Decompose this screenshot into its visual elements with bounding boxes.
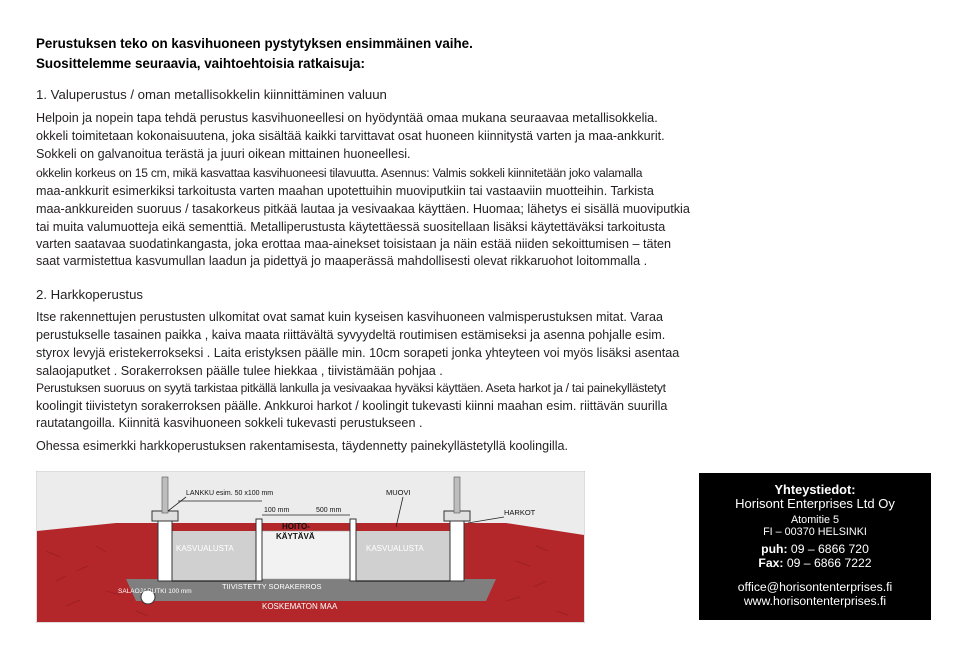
foundation-diagram-svg	[36, 471, 585, 623]
label-harkot: HARKOT	[504, 508, 536, 517]
section1-line: maa-ankkurit esimerkiksi tarkoitusta varten maahan upotettuihin muoviputkiin tai vastaaviin muotteihin. Tarkista	[36, 184, 654, 198]
phone-line	[699, 542, 931, 556]
label-kasvualusta-right: KASVUALUSTA	[366, 544, 424, 553]
section2-line: koolingit tiivistetyn sorakerroksen päälle. Ankkuroi harkot / koolingit tukevasti kiinni maahan esim. riittävän suurilla	[36, 399, 668, 413]
fax-number: 09 – 6866 7222	[783, 555, 872, 570]
greenhouse-post-right	[454, 477, 460, 513]
phone-number: 09 – 6866 720	[787, 541, 869, 556]
website-link[interactable]: www.horisontenterprises.fi	[743, 594, 887, 609]
address-city: FI – 00370 HELSINKI	[763, 526, 867, 539]
label-500mm: 500 mm	[316, 507, 342, 514]
section2-title: 2. Harkkoperustus	[36, 287, 144, 302]
block-right	[450, 519, 464, 581]
section1-line: tai muita valumuotteja eikä sementtiä. Metalliperustusta käytettäessä suositellaan lisäksi käytettäväksi tarkoitusta	[36, 220, 666, 234]
fax-label: Fax:	[758, 555, 784, 570]
label-hoito-2: KÄYTÄVÄ	[276, 532, 315, 541]
contact-box	[699, 473, 931, 620]
section2-line: Ohessa esimerkki harkkoperustuksen rakentamisesta, täydennetty painekyllästetyllä koolingilla.	[36, 439, 568, 453]
label-salaojaputki: SALAOJAPUTKI 100 mm	[118, 588, 192, 595]
section2-line: Perustuksen suoruus on syytä tarkistaa pitkällä lankulla ja vesivaakaa hyväksi käyttäen. Aseta harkot ja / tai painekyllästetyt	[36, 381, 666, 395]
phone-label: puh:	[761, 541, 788, 556]
label-100mm: 100 mm	[264, 507, 290, 514]
section1-line: okkeli toimitetaan kokonaisuutena, joka sisältää kaikki tarvittavat osat huoneen kiinnitystä varten ja maa-ankkurit.	[36, 129, 665, 143]
section1-line: saat varmistettua kasvumullan laadun ja pidettyä jo maaperässä mahdollisesti olevat rikkaruohot loitommalla .	[36, 254, 648, 268]
section1-line: Helpoin ja nopein tapa tehdä perustus kasvihuoneellesi on hyödyntää omaa mukana seuraavaa metallisokkelia.	[36, 111, 658, 125]
kerb-right	[350, 519, 356, 581]
intro-line-1: Perustuksen teko on kasvihuoneen pystytyksen ensimmäinen vaihe.	[36, 36, 473, 51]
intro-line-2: Suosittelemme seuraavia, vaihtoehtoisia ratkaisuja:	[36, 56, 365, 71]
block-left	[158, 519, 172, 581]
greenhouse-post-left	[162, 477, 168, 513]
kerb-left	[256, 519, 262, 581]
section2-line: Itse rakennettujen perustusten ulkomitat ovat samat kuin kyseisen kasvihuoneen valmisperustuksen mitat. Varaa	[36, 310, 663, 324]
section2-line: salaojaputket . Sorakerroksen päälle tulee hiekkaa , tiivistämään pohjaa .	[36, 364, 443, 378]
fax-line	[699, 556, 931, 570]
label-kasvualusta-left: KASVUALUSTA	[176, 544, 234, 553]
growing-area-right	[356, 531, 456, 581]
label-sorakerros: TIIVISTETTY SORAKERROS	[222, 582, 322, 591]
intro-heading	[36, 34, 473, 74]
section1-line: varten saatavaa suodatinkangasta, joka erottaa maa-ainekset toisistaan ja näin estää niiden sekoittumisen – täten	[36, 237, 671, 251]
section2-line: styrox levyjä eristekerrokseksi . Laita eristyksen päälle min. 10cm sorapeti jonka yhteyteen voi myös lisäksi asentaa	[36, 346, 680, 360]
company-name: Horisont Enterprises Ltd Oy	[735, 496, 895, 512]
label-muovi: MUOVI	[386, 488, 411, 497]
contact-title: Yhteystiedot:	[774, 482, 856, 497]
section1-line: Sokkeli on galvanoitua terästä ja juuri oikean mittainen huoneellesi.	[36, 147, 411, 161]
label-lankku: LANKKU esim. 50 x100 mm	[186, 490, 274, 497]
section1-line: okkelin korkeus on 15 cm, mikä kasvattaa kasvihuoneesi tilavuutta. Asennus: Valmis sokkeli kiinnitetään joko valamalla	[36, 166, 643, 180]
section2-line: perustukselle tasainen paikka , kaiva maata riittävältä syvyydeltä routimisen estämiseksi ja asenna pohjalle esim.	[36, 328, 666, 342]
growing-area-left	[166, 531, 256, 581]
foundation-diagram	[36, 471, 585, 623]
section1-line: maa-ankkureiden suoruus / tasakorkeus pitkää lautaa ja vesivaakaa käyttäen. Huomaa; lähetys ei sisällä muoviputkia	[36, 202, 690, 216]
address-street: Atomitie 5	[790, 513, 839, 526]
label-koskematon-maa: KOSKEMATON MAA	[262, 602, 338, 611]
email-link[interactable]: office@horisontenterprises.fi	[737, 580, 893, 595]
label-hoito-1: HOITO-	[282, 522, 310, 531]
section1-title: 1. Valuperustus / oman metallisokkelin kiinnittäminen valuun	[36, 87, 387, 102]
section2-line: rautatangoilla. Kiinnitä kasvihuoneen sokkeli tukevasti perustukseen .	[36, 416, 423, 430]
